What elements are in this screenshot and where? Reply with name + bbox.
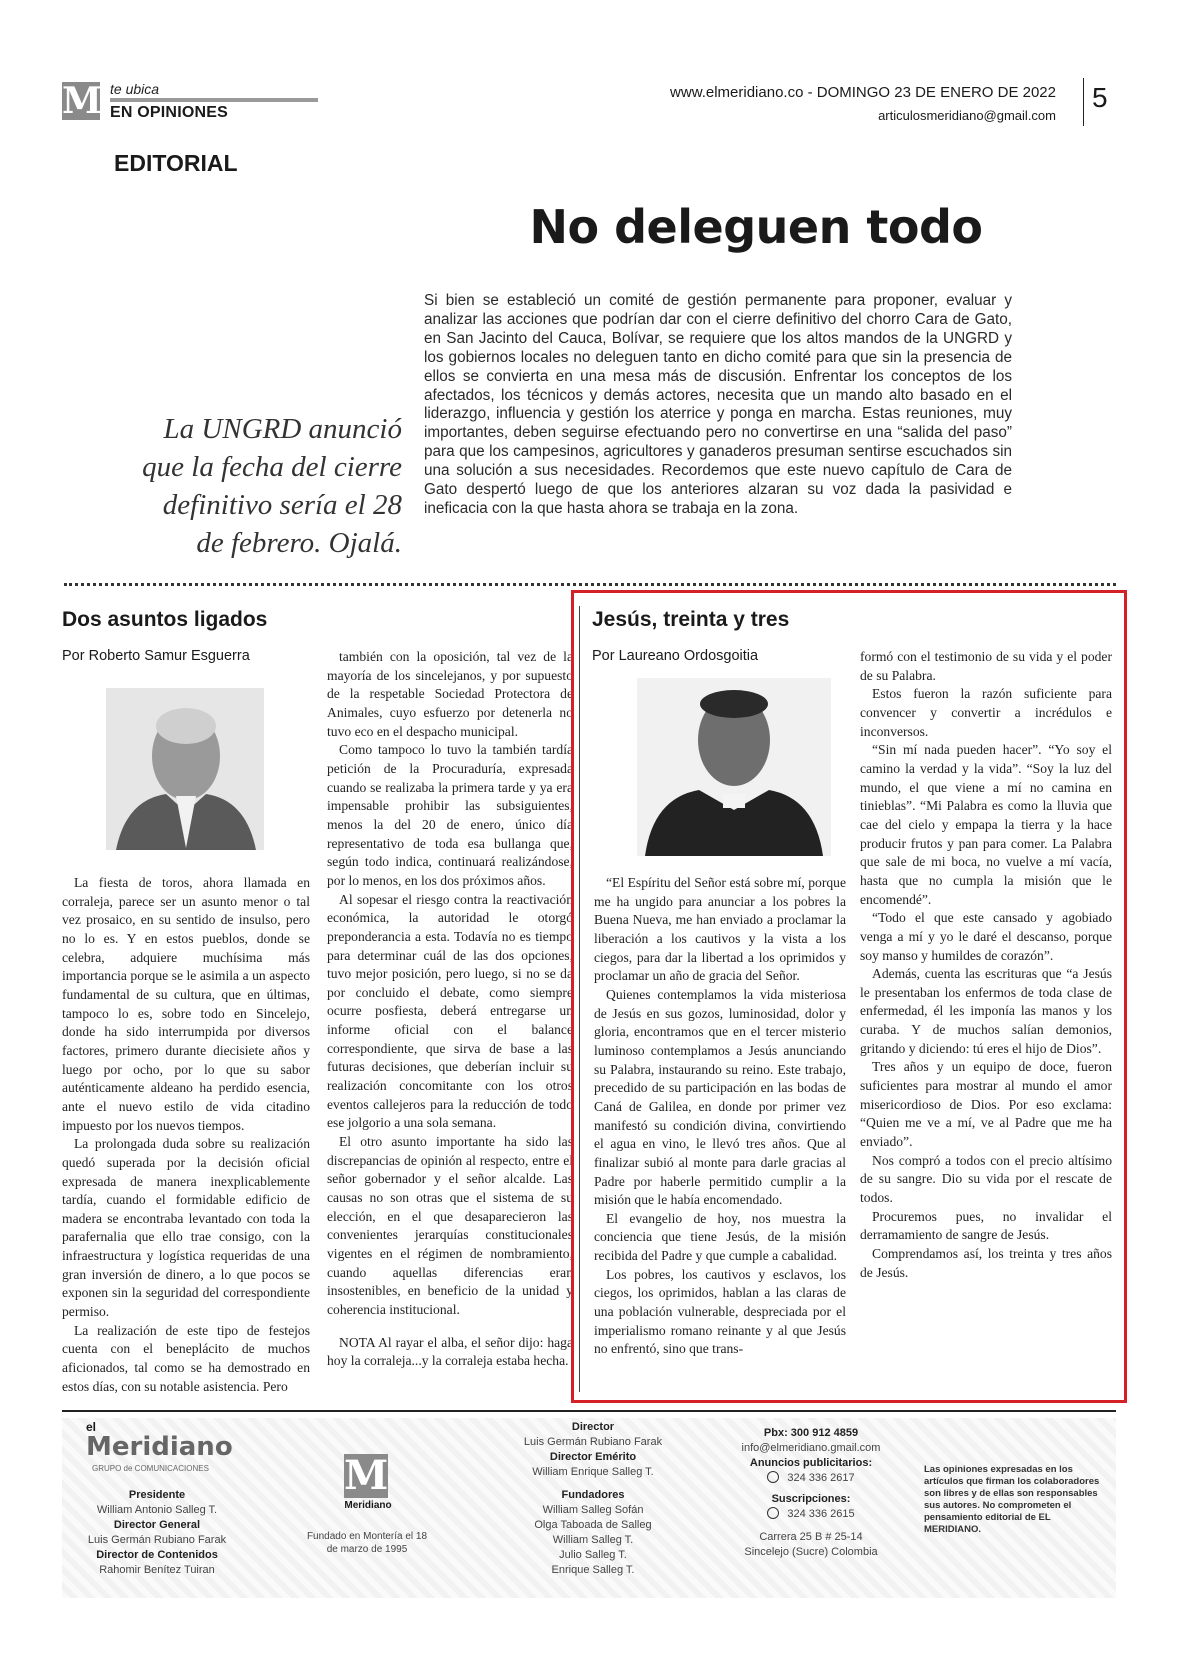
paragraph: “Todo el que este cansado y agobiado venga a mí y yo le daré el descanso, porque soy manso y humildes de corazón”. [860,910,1112,963]
footer-brand-sub: GRUPO de COMUNICACIONES [92,1464,209,1473]
footer-rule [62,1410,1116,1412]
paragraph: El evangelio de hoy, nos muestra la conciencia que tiene Jesús, de la misión recibida del Padre y que cumple a cabalidad. [594,1210,846,1264]
article2-title: Jesús, treinta y tres [592,608,790,631]
paragraph: Procuremos pues, no invalidar el derramamiento de sangre de Jesús. [860,1208,1112,1243]
header-email: articulosmeridiano@gmail.com [878,108,1056,123]
paragraph: Quienes contemplamos la vida misteriosa de Jesús en sus gozos, luminosidad, dolor y gloria, encontramos que en el tercer misterio luminoso contemplamos a Jesús anunciando su Palabra, instaurando su reino. Este trabajo, precedido de su participación en las bodas de Caná de Galilea, en donde por primer vez manifestó su condición divina, convirtiendo el agua en vino, le llevó tres años. Que al finalizar subió al monte para darle gracias al Padre por haberle permitido cumplir a la misión que le había encomendado. [594,986,846,1208]
fundadores-label: Fundadores [561,1489,625,1501]
director-emerito: William Enrique Salleg T. [532,1466,654,1478]
director-general: Luis Germán Rubiano Farak [87,1534,227,1546]
editorial-title: No deleguen todo [529,200,983,254]
city: Sincelejo (Sucre) Colombia [744,1546,878,1558]
suscripciones-label: Suscripciones: [771,1493,851,1505]
fundador: Enrique Salleg T. [551,1564,635,1576]
paragraph: Los pobres, los cautivos y esclavos, los ciegos, los oprimidos, hablan a las claras de una población vulnerable, despreciada por el imperialismo romano reinante y al que Jesús no enfrentó, sino que trans- [594,1266,846,1357]
director-general-label: Director General [113,1519,201,1531]
paragraph: El otro asunto importante ha sido las discrepancias de opinión al respecto, entre el señor gobernador y el señor alcalde. Las causas no son otras que el sistema de su elección, en el que desaparecieron las convenientes jerarquías constitucionales vigentes en el régimen de nombramiento, cuando aquellas diferencias eran insostenibles, en beneficio de la unidad y coherencia institucional. [327,1134,573,1317]
header-date-line: www.elmeridiano.co - DOMINGO 23 DE ENERO DE 2022 [670,84,1056,101]
section-kicker: te ubica [110,81,160,97]
footer [62,1418,1116,1598]
dotted-separator [64,583,1116,586]
whatsapp-icon [767,1471,779,1483]
anuncios-phone[interactable]: 324 336 2617 [787,1472,855,1484]
paragraph: Como tampoco lo tuvo la también tardía petición de la Procuraduría, expresada cuando se realizaba la primera tarde y ya era impensable prohibir las subsiguientes, menos la del 20 de enero, único día representativo de toda esa bullanga que, según todo indica, continuará realizándose, por lo menos, en los dos próximos años. [327,742,573,888]
pbx: Pbx: 300 912 4859 [763,1427,859,1439]
paragraph: Comprendamos así, los treinta y tres años de Jesús. [860,1246,1112,1280]
section-rule [110,98,318,102]
page-number: 5 [1092,82,1108,113]
suscripciones-line [716,1507,906,1522]
paragraph: Al sopesar el riesgo contra la reactivación económica, la autoridad le otorgó preponderancia a esta. Todavía no es tiempo para determinar cuál de las dos opciones, tuvo mejor posición, pero luego, si no se da por concluido el debate, como siempre ocurre posfiesta, deberá entregarse un informe oficial con el balance correspondiente, que sirva de base a las futuras decisiones, que deberían incluir su realización concomitante con los otros eventos callejeros para la reducción de todo ese jolgorio a una sola semana. [327,891,573,1131]
paragraph: Nos compró a todos con el precio altísimo de su sangre. Dio su vida por el rescate de todos. [860,1152,1112,1206]
editorial-body: Si bien se estableció un comité de gestión permanente para proponer, evaluar y analizar las acciones que podrían dar con el cierre definitivo del chorro Cara de Gato, en San Jacinto del Cauca, Bolívar, se requiere que los altos mandos de la UNGRD y los gobiernos locales no deleguen tanto en dicho comité para que sin la presencia de ellos se convierta en una mesa más de discusión. Enfrentar los conceptos de los afectados, los técnicos y demás actores, necesita que un mando alto basado en el liderazgo, influencia y gestión los aterrice y ponga en marcha. Estas reuniones, muy importantes, deben seguirse efectuando pero no convertirse en una “salida del paso” para que los campesinos, agricultores y ganaderos presuman sentirse escuchados sin una solución a sus necesidades. Recordemos que este nuevo capítulo de Cara de Gato despertó luego de que los anteriores alzaran su voz dada la pasividad e ineficacia con la que hasta ahora se trabaja en la zona. [424,292,1012,517]
article2-column-1 [594,874,846,1359]
footer-brand-small: el [86,1420,97,1434]
fundador: William Salleg T. [552,1534,634,1546]
paragraph: “El Espíritu del Señor está sobre mí, porque me ha ungido para anunciar a los pobres la Buena Nueva, me han enviado a proclamar la liberación a los cautivos y la vista a los ciegos, para dar la libertad a los oprimidos y proclamar un año de gracia del Señor. [594,875,846,984]
footer-logo-icon: M [344,1452,389,1499]
presidente-label: Presidente [128,1489,186,1501]
director-contenidos-label: Director de Contenidos [96,1549,218,1561]
section-name: EN OPINIONES [110,104,228,121]
anuncios-line [716,1471,906,1486]
paragraph: La fiesta de toros, ahora llamada en corraleja, parece ser un asunto menor o tal vez prosaico, en su sentido de insulso, pero no lo es. Y en estos pueblos, donde se celebra, adquiere muchísima más importancia porque se le asimila a un aspecto fundamental de su cultura, que en últimas, tampoco lo es, sobre todo en Sincelejo, donde ha sido interrumpida por diversos factores, primero durante diecisiete años y luego por ocho, por lo que su sabor auténticamente aldeano ha perdido esencia, ante el nuevo estilo de vida citadino impuesto por los nuevos tiempos. [62,875,310,1133]
fundador: Julio Salleg T. [559,1549,627,1561]
paragraph: “Sin mí nada pueden hacer”. “Yo soy el camino la verdad y la vida”. “Soy la luz del mundo, el que viene a mí no camina en tinieblas”. “Mi Palabra es como la lluvia que cae del cielo y empapa la tierra y la hace producir frutos y pan para comer. La Palabra que sale de mi boca, no vuelve a mí vacía, hasta que no cumpla la misión que le encomendé”. [860,742,1112,907]
page-number-divider [1083,78,1084,126]
paragraph: La realización de este tipo de festejos cuenta con el beneplácito de muchos aficionados, tal como se ha demostrado en estos días, con su notable asistencia. Pero [62,1322,310,1394]
director-label: Director [571,1421,615,1433]
editorial-label: EDITORIAL [114,150,238,176]
footer-logo-name: Meridiano [344,1500,392,1511]
footer-brand: Meridiano [86,1432,233,1462]
fundador: William Salleg Sofán [542,1504,644,1516]
article1-title: Dos asuntos ligados [62,608,268,631]
paragraph: NOTA Al rayar el alba, el señor dijo: haga hoy la corraleja...y la corraleja estaba hecha. [327,1334,573,1369]
paragraph: La prolongada duda sobre su realización quedó superada por la decisión oficial expresada de manera inexplicablemente tardía, cuando el formidable edificio de madera se encontraba levantado con toda la parafernalia que ello trae consigo, con la infraestructura y logística requeridas de una gran inversión de dinero, a lo que pocos se exponen sin la seguridad del correspondiente permiso. [62,1136,310,1320]
fundador: Olga Taboada de Salleg [534,1519,652,1531]
whatsapp-icon [767,1507,779,1519]
address: Carrera 25 B # 25-14 [759,1531,863,1543]
suscripciones-phone[interactable]: 324 336 2615 [787,1508,855,1520]
disclaimer: Las opiniones expresadas en los artículos que firman los colaboradores son libres y de ellas son responsables sus autores. No comprometen el pensamiento editorial de EL MERIDIANO. [924,1464,1100,1535]
author-photo-laureano [637,678,831,856]
article1-column-1 [62,874,310,1396]
founded-note: Fundado en Montería el 18 de marzo de 1995 [306,1531,428,1555]
newspaper-logo: M [62,80,102,122]
director: Luis Germán Rubiano Farak [523,1436,663,1448]
paragraph: Tres años y un equipo de doce, fueron suficientes para mostrar al mundo el amor misericordioso de Dios. Por eso exclama: “Quien me ve a mí, ve al Padre que me ha enviado”. [860,1059,1112,1150]
anuncios-label: Anuncios publicitarios: [749,1457,873,1469]
article1-column-2 [327,648,573,1371]
director-contenidos: Rahomir Benítez Tuiran [99,1564,215,1576]
article2-byline: Por Laureano Ordosgoitia [592,648,759,664]
paragraph: Además, cuenta las escrituras que “a Jesús le presentaban los enfermos de toda clase de enfermedad, él les imponía las manos y los curaba. Y de muchos salían demonios, gritando y diciendo: tú eres el hijo de Dios”. [860,966,1112,1056]
director-emerito-label: Director Emérito [549,1451,637,1463]
info-email[interactable]: info@elmeridiano.gmail.com [741,1442,881,1454]
article2-column-2 [860,648,1112,1282]
article1-byline: Por Roberto Samur Esguerra [62,648,250,664]
column-rule [579,606,580,1392]
author-photo-roberto [106,688,264,850]
paragraph: también con la oposición, tal vez de la mayoría de los sincelejanos, y por supuesto de la respetable Sociedad Protectora de Animales, cuyo esfuerzo por detenerla no tuvo eco en el despacho municipal. [327,649,573,739]
paragraph: Estos fueron la razón suficiente para convencer y convertir a incrédulos e inconversos. [860,686,1112,739]
paragraph: formó con el testimonio de su vida y el poder de su Palabra. [860,649,1112,683]
pull-quote: La UNGRD anunció que la fecha del cierre definitivo sería el 28 de febrero. Ojalá. [142,413,402,559]
presidente: William Antonio Salleg T. [96,1504,218,1516]
